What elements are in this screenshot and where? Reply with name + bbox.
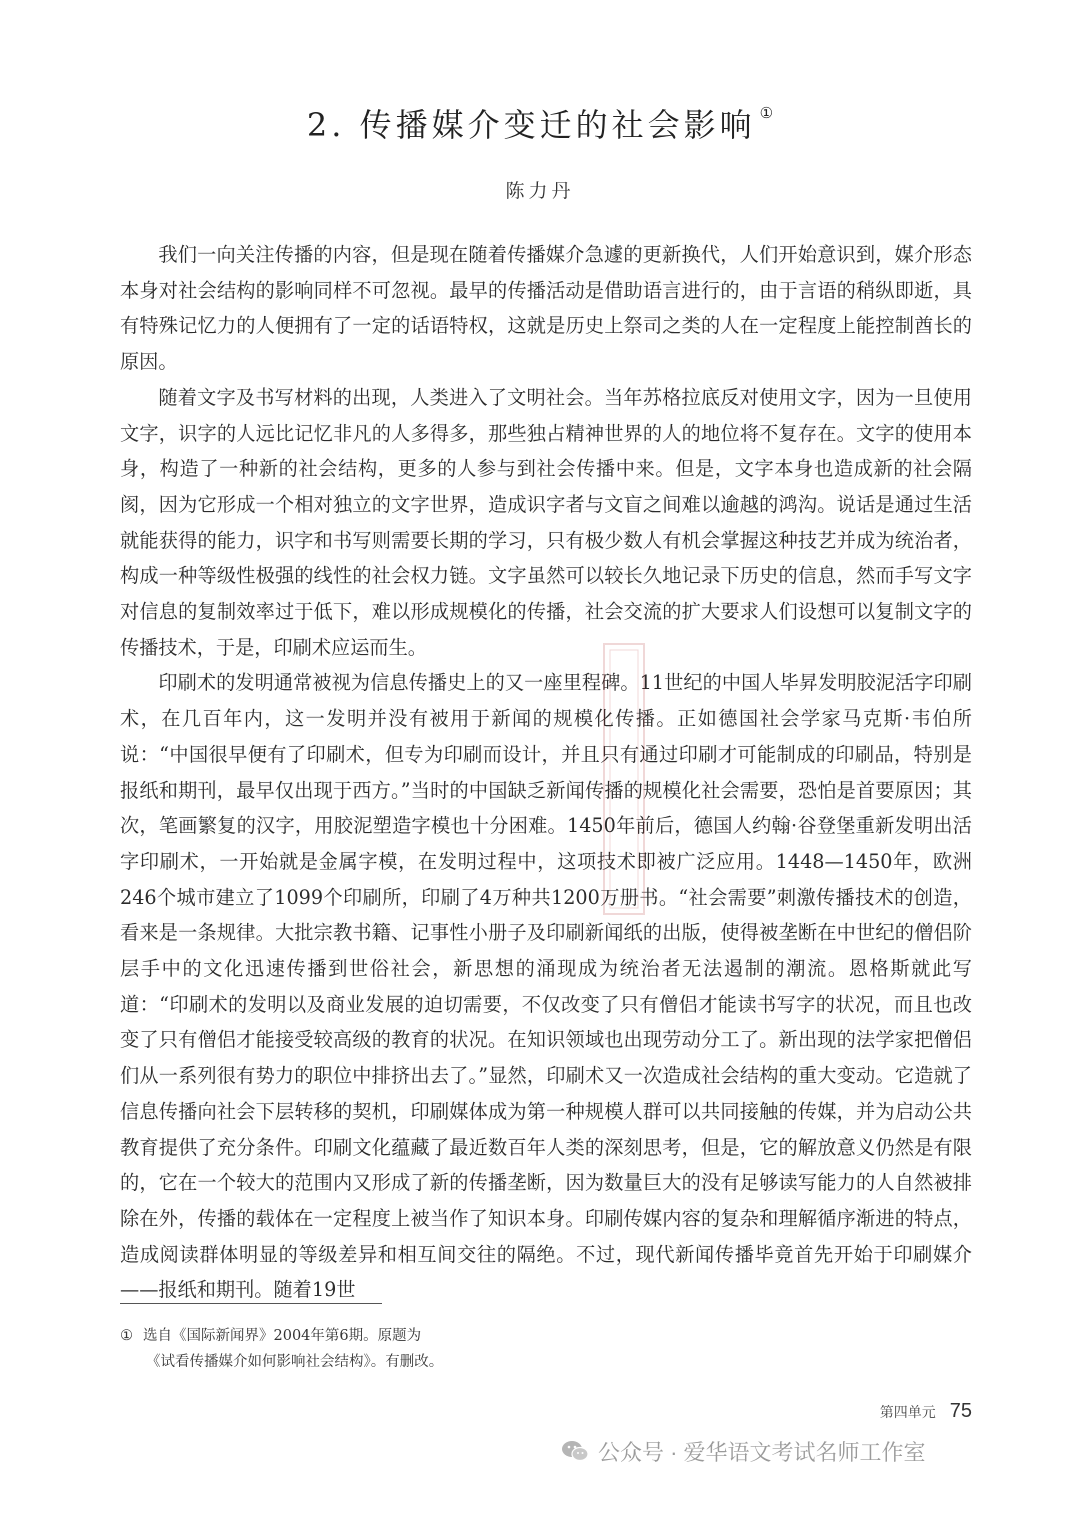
wechat-icon (560, 1438, 590, 1464)
paragraph: 印刷术的发明通常被视为信息传播史上的又一座里程碑。11世纪的中国人毕昇发明胶泥活字印刷术，在几百年内，这一发明并没有被用于新闻的规模化传播。正如德国社会学家马克斯·韦伯所说：“中国很早便有了印刷术，但专为印刷而设计，并且只有通过印刷才可能制成的印刷品，特别是报纸和期刊，最早仅出现于西方。”当时的中国缺乏新闻传播的规模化社会需要，恐怕是首要原因；其次，笔画繁复的汉字，用胶泥塑造字模也十分困难。1450年前后，德国人约翰·谷登堡重新发明出活字印刷术，一开始就是金属字模，在发明过程中，这项技术即被广泛应用。1448—1450年，欧洲246个城市建立了1099个印刷所，印刷了4万种共1200万册书。“社会需要”刺激传播技术的创造，看来是一条规律。大批宗教书籍、记事性小册子及印刷新闻纸的出版，使得被垄断在中世纪的僧侣阶层手中的文化迅速传播到世俗社会，新思想的涌现成为统治者无法遏制的潮流。恩格斯就此写道：“印刷术的发明以及商业发展的迫切需要，不仅改变了只有僧侣才能读书写字的状况，而且也改变了只有僧侣才能接受较高级的教育的状况。在知识领域也出现劳动分工了。新出现的法学家把僧侣们从一系列很有势力的职位中排挤出去了。”显然，印刷术又一次造成社会结构的重大变动。它造就了信息传播向社会下层转移的契机，印刷媒体成为第一种规模人群可以共同接触的传媒，并为启动公共教育提供了充分条件。印刷文化蕴藏了最近数百年人类的深刻思考，但是，它的解放意义仍然是有限的，它在一个较大的范围内又形成了新的传播垄断，因为数量巨大的没有足够读写能力的人自然被排除在外，传播的载体在一定程度上被当作了知识本身。印刷传媒内容的复杂和理解循序渐进的特点，造成阅读群体明显的等级差异和相互间交往的隔绝。不过，现代新闻传播毕竟首先开始于印刷媒介——报纸和期刊。随着19世 (120, 671, 972, 1302)
footnote-mark: ① (120, 1328, 133, 1344)
wechat-watermark (560, 1434, 926, 1468)
paragraph: 随着文字及书写材料的出现，人类进入了文明社会。当年苏格拉底反对使用文字，因为一旦使用文字，识字的人远比记忆非凡的人多得多，那些独占精神世界的人的地位将不复存在。文字的使用本身，构造了一种新的社会结构，更多的人参与到社会传播中来。但是，文字本身也造成新的社会隔阂，因为它形成一个相对独立的文字世界，造成识字者与文盲之间难以逾越的鸿沟。说话是通过生活就能获得的能力，识字和书写则需要长期的学习，只有极少数人有机会掌握这种技艺并成为统治者，构成一种等级性极强的线性的社会权力链。文字虽然可以较长久地记录下历史的信息，然而手写文字对信息的复制效率过于低下，难以形成规模化的传播，社会交流的扩大要求人们设想可以复制文字的传播技术，于是，印刷术应运而生。 (120, 385, 972, 659)
title-text: 2. 传播媒介变迁的社会影响 (306, 106, 756, 144)
article-body (120, 237, 972, 1308)
watermark-text: 公众号 · 爱华语文考试名师工作室 (598, 1439, 926, 1465)
page-footer (880, 1400, 972, 1423)
paragraph: 我们一向关注传播的内容，但是现在随着传播媒介急遽的更新换代，人们开始意识到，媒介形态本身对社会结构的影响同样不可忽视。最早的传播活动是借助语言进行的，由于言语的稍纵即逝，具有特殊记忆力的人便拥有了一定的话语特权，这就是历史上祭司之类的人在一定程度上能控制酋长的原因。 (120, 243, 972, 374)
page-number: 75 (949, 1400, 972, 1422)
footnote-divider (120, 1303, 382, 1304)
article-title (0, 100, 1080, 146)
footnote-line-2: 《试看传播媒介如何影响社会结构》。有删改。 (146, 1354, 444, 1370)
title-footnote-mark[interactable]: ① (759, 104, 774, 122)
footnote (120, 1323, 540, 1375)
unit-label: 第四单元 (879, 1405, 936, 1421)
article-author: 陈力丹 (505, 180, 575, 202)
footnote-line-1: 选自《国际新闻界》2004年第6期。原题为 (143, 1328, 422, 1344)
